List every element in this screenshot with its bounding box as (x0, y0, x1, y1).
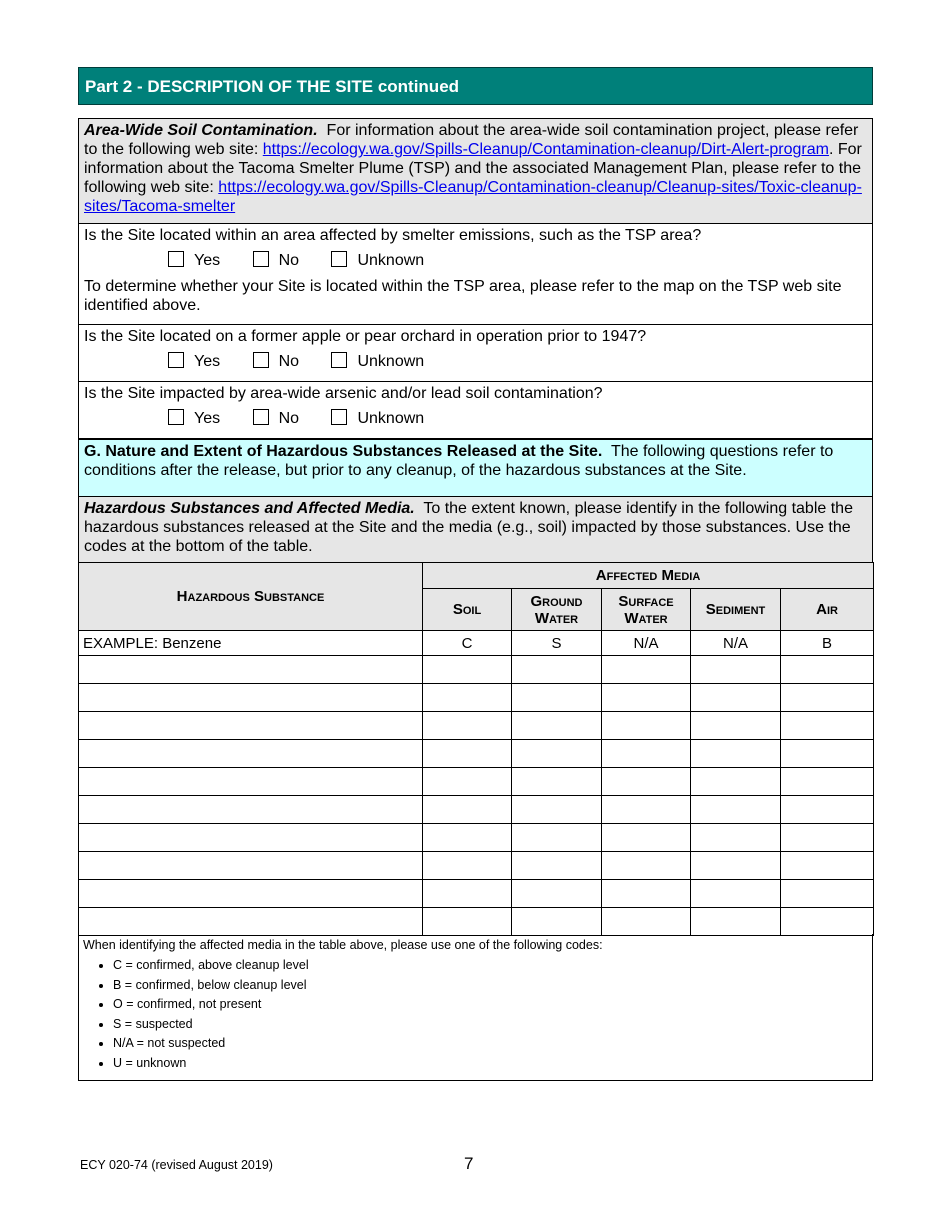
smelter-no-label: No (278, 252, 300, 270)
sediment-cell[interactable] (691, 824, 781, 852)
header-hazardous-substance: Hazardous Substance (79, 563, 423, 631)
surface-water-cell[interactable] (602, 740, 691, 768)
soil-cell[interactable] (423, 740, 512, 768)
hazard-info (79, 497, 873, 564)
header-affected-media: Affected Media (423, 563, 874, 589)
ground-water-cell[interactable] (512, 740, 602, 768)
smelter-unknown-checkbox[interactable] (331, 251, 347, 267)
code-item: • U = unknown (113, 1054, 868, 1074)
section-g-heading: G. Nature and Extent of Hazardous Substances Released at the Site. (84, 443, 603, 460)
hazardous-substances-table (78, 562, 874, 936)
surface-water-cell[interactable] (602, 656, 691, 684)
surface-water-cell[interactable] (602, 880, 691, 908)
example-row (79, 631, 874, 656)
arsenic-yes-label: Yes (194, 410, 221, 428)
orchard-unknown-option[interactable] (331, 352, 424, 371)
codes-list (83, 956, 868, 1073)
orchard-no-option[interactable] (253, 352, 299, 371)
question-orchard-text: Is the Site located on a former apple or pear orchard in operation prior to 1947? (84, 328, 647, 345)
soil-heading: Area-Wide Soil Contamination. (84, 122, 318, 139)
soil-contamination-info (79, 119, 873, 224)
substance-cell[interactable] (79, 908, 423, 936)
table-row (79, 768, 874, 796)
question-arsenic-text: Is the Site impacted by area-wide arsenic and/or lead soil contamination? (84, 385, 603, 402)
orchard-no-label: No (278, 353, 300, 371)
example-ground-water: S (512, 631, 602, 656)
arsenic-unknown-label: Unknown (357, 410, 425, 428)
surface-water-cell[interactable] (602, 768, 691, 796)
ground-water-cell[interactable] (512, 684, 602, 712)
tacoma-smelter-link[interactable]: https://ecology.wa.gov/Spills-Cleanup/Contamination-cleanup/Cleanup-sites/Toxic-cleanup-sites/Tacoma-smelter (84, 179, 862, 215)
smelter-no-option[interactable] (253, 251, 299, 270)
ground-water-cell[interactable] (512, 768, 602, 796)
code-item: • O = confirmed, not present (113, 995, 868, 1015)
header-soil: Soil (423, 589, 512, 631)
example-air: B (781, 631, 874, 656)
table-row (79, 684, 874, 712)
header-air: Air (781, 589, 874, 631)
hazard-text: To the extent known, please identify in the following table the hazardous substances released at the Site and the media (e.g., soil) impacted by those substances. Use the codes at the bottom of the table. (84, 500, 853, 555)
smelter-yes-label: Yes (194, 252, 221, 270)
orchard-unknown-checkbox[interactable] (331, 352, 347, 368)
surface-water-cell[interactable] (602, 852, 691, 880)
soil-cell[interactable] (423, 768, 512, 796)
orchard-yes-option[interactable] (168, 352, 220, 371)
dirt-alert-link[interactable]: https://ecology.wa.gov/Spills-Cleanup/Contamination-cleanup/Dirt-Alert-program (262, 141, 829, 158)
soil-cell[interactable] (423, 656, 512, 684)
air-cell[interactable] (781, 684, 874, 712)
code-item: • B = confirmed, below cleanup level (113, 976, 868, 996)
question-smelter (79, 224, 873, 325)
table-row (79, 852, 874, 880)
smelter-unknown-option[interactable] (331, 251, 424, 270)
sediment-cell[interactable] (691, 712, 781, 740)
arsenic-unknown-checkbox[interactable] (331, 409, 347, 425)
sediment-cell[interactable] (691, 684, 781, 712)
ground-water-cell[interactable] (512, 656, 602, 684)
surface-water-cell[interactable] (602, 824, 691, 852)
ground-water-cell[interactable] (512, 712, 602, 740)
air-cell[interactable] (781, 796, 874, 824)
sediment-cell[interactable] (691, 768, 781, 796)
ground-water-cell[interactable] (512, 908, 602, 936)
question-smelter-text: Is the Site located within an area affected by smelter emissions, such as the TSP area? (84, 227, 702, 244)
orchard-options (84, 352, 867, 374)
air-cell[interactable] (781, 768, 874, 796)
sediment-cell[interactable] (691, 852, 781, 880)
soil-cell[interactable] (423, 880, 512, 908)
arsenic-unknown-option[interactable] (331, 409, 424, 428)
arsenic-yes-checkbox[interactable] (168, 409, 184, 425)
question-arsenic (79, 382, 873, 440)
orchard-no-checkbox[interactable] (253, 352, 269, 368)
substance-cell[interactable] (79, 740, 423, 768)
substance-cell[interactable] (79, 852, 423, 880)
substance-cell[interactable] (79, 712, 423, 740)
air-cell[interactable] (781, 824, 874, 852)
example-substance: EXAMPLE: Benzene (79, 631, 423, 656)
soil-cell[interactable] (423, 824, 512, 852)
substance-cell[interactable] (79, 656, 423, 684)
ground-water-cell[interactable] (512, 796, 602, 824)
sediment-cell[interactable] (691, 908, 781, 936)
hazard-heading: Hazardous Substances and Affected Media. (84, 500, 415, 517)
sediment-cell[interactable] (691, 880, 781, 908)
orchard-yes-label: Yes (194, 353, 221, 371)
surface-water-cell[interactable] (602, 908, 691, 936)
example-sediment: N/A (691, 631, 781, 656)
smelter-options (84, 251, 867, 273)
code-item: • S = suspected (113, 1015, 868, 1035)
surface-water-cell[interactable] (602, 684, 691, 712)
orchard-unknown-label: Unknown (357, 353, 425, 371)
header-surface-line1: Surface (618, 592, 674, 610)
soil-cell[interactable] (423, 908, 512, 936)
header-surface-line2: Water (624, 609, 668, 627)
table-row (79, 880, 874, 908)
substance-cell[interactable] (79, 824, 423, 852)
soil-text-1: For information about the area-wide soil contamination project, please refer to the following web site: (84, 122, 859, 158)
section-g-text: The following questions refer to conditions after the release, but prior to any cleanup, of the hazardous substances at the Site. (84, 443, 834, 479)
sediment-cell[interactable] (691, 796, 781, 824)
sediment-cell[interactable] (691, 740, 781, 768)
table-row (79, 740, 874, 768)
surface-water-cell[interactable] (602, 796, 691, 824)
air-cell[interactable] (781, 712, 874, 740)
arsenic-no-label: No (278, 410, 300, 428)
air-cell[interactable] (781, 880, 874, 908)
soil-text-2: . For information about the Tacoma Smelter Plume (TSP) and the associated Management Plan, please refer to the following web site: (84, 141, 862, 196)
site-questions-table (78, 118, 873, 564)
page-number: 7 (464, 1154, 474, 1173)
air-cell[interactable] (781, 656, 874, 684)
smelter-yes-checkbox[interactable] (168, 251, 184, 267)
table-row (79, 908, 874, 936)
smelter-no-checkbox[interactable] (253, 251, 269, 267)
surface-water-cell[interactable] (602, 712, 691, 740)
header-sediment: Sediment (691, 589, 781, 631)
table-row (79, 656, 874, 684)
substance-cell[interactable] (79, 796, 423, 824)
codes-legend (78, 934, 873, 1081)
section-g (79, 439, 873, 497)
section-title: Part 2 - DESCRIPTION OF THE SITE continued (85, 77, 460, 96)
table-row (79, 712, 874, 740)
orchard-yes-checkbox[interactable] (168, 352, 184, 368)
table-row (79, 824, 874, 852)
header-ground-line2: Water (534, 609, 579, 627)
air-cell[interactable] (781, 908, 874, 936)
arsenic-yes-option[interactable] (168, 409, 220, 428)
section-header (78, 67, 873, 105)
example-soil: C (423, 631, 512, 656)
example-surface-water: N/A (602, 631, 691, 656)
ground-water-cell[interactable] (512, 824, 602, 852)
table-row (79, 796, 874, 824)
sediment-cell[interactable] (691, 656, 781, 684)
soil-cell[interactable] (423, 796, 512, 824)
header-ground-water (512, 589, 602, 631)
ground-water-cell[interactable] (512, 852, 602, 880)
soil-cell[interactable] (423, 852, 512, 880)
header-surface-water (602, 589, 691, 631)
header-ground-line1: Ground (530, 592, 583, 610)
code-item: • N/A = not suspected (113, 1034, 868, 1054)
substance-cell[interactable] (79, 880, 423, 908)
question-orchard (79, 325, 873, 382)
ground-water-cell[interactable] (512, 880, 602, 908)
substance-cell[interactable] (79, 684, 423, 712)
arsenic-options (84, 409, 867, 431)
smelter-yes-option[interactable] (168, 251, 220, 270)
code-item: • C = confirmed, above cleanup level (113, 956, 868, 976)
soil-cell[interactable] (423, 684, 512, 712)
codes-intro: When identifying the affected media in the table above, please use one of the following codes: (83, 938, 603, 952)
question-smelter-note: To determine whether your Site is located within the TSP area, please refer to the map on the TSP web site identified above. (84, 278, 842, 314)
arsenic-no-checkbox[interactable] (253, 409, 269, 425)
air-cell[interactable] (781, 852, 874, 880)
soil-cell[interactable] (423, 712, 512, 740)
smelter-unknown-label: Unknown (357, 252, 425, 270)
substance-cell[interactable] (79, 768, 423, 796)
arsenic-no-option[interactable] (253, 409, 299, 428)
form-number: ECY 020-74 (revised August 2019) (80, 1158, 273, 1172)
air-cell[interactable] (781, 740, 874, 768)
